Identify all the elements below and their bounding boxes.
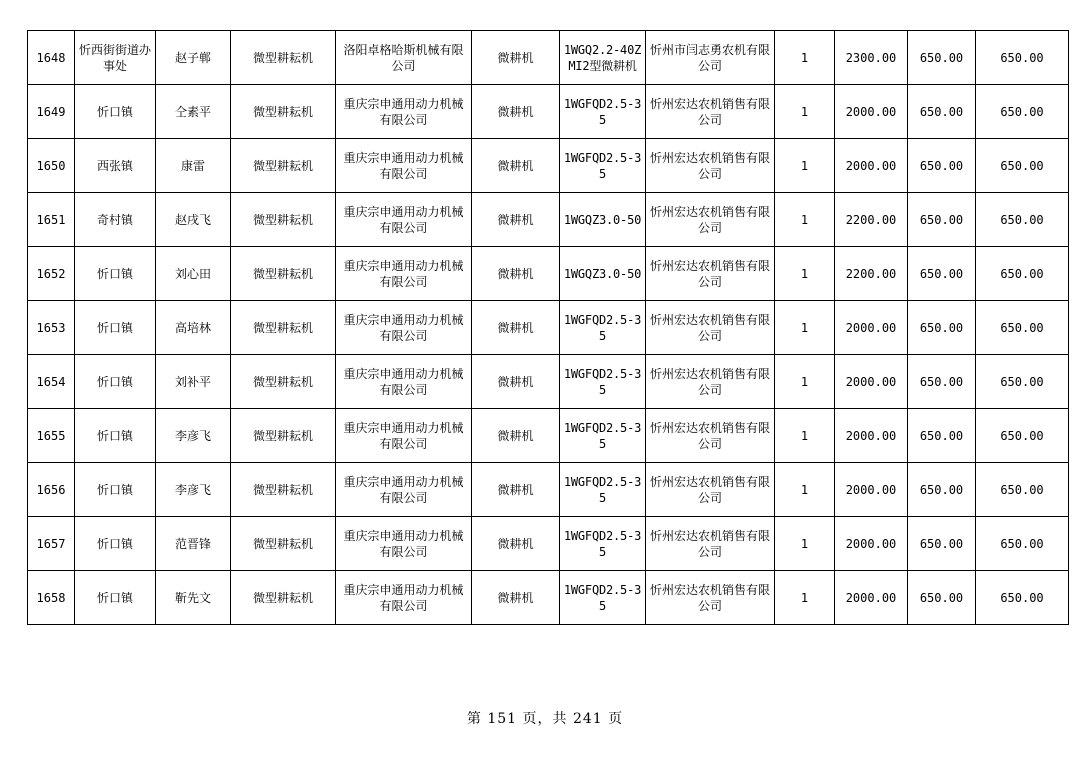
cell-total: 650.00 <box>976 247 1069 301</box>
cell-category: 微耕机 <box>472 139 560 193</box>
cell-subsidy: 650.00 <box>908 139 976 193</box>
cell-total: 650.00 <box>976 31 1069 85</box>
cell-subsidy: 650.00 <box>908 247 976 301</box>
cell-seq: 1654 <box>28 355 75 409</box>
cell-subsidy: 650.00 <box>908 301 976 355</box>
table-body <box>28 31 1069 625</box>
cell-manufacturer: 重庆宗申通用动力机械有限公司 <box>336 139 472 193</box>
table-row <box>28 193 1069 247</box>
cell-item: 微型耕耘机 <box>231 139 336 193</box>
cell-total: 650.00 <box>976 85 1069 139</box>
cell-total: 650.00 <box>976 409 1069 463</box>
cell-category: 微耕机 <box>472 85 560 139</box>
cell-manufacturer: 重庆宗申通用动力机械有限公司 <box>336 571 472 625</box>
cell-dealer: 忻州宏达农机销售有限公司 <box>646 193 775 247</box>
cell-buyer-name: 范晋锋 <box>156 517 231 571</box>
cell-quantity: 1 <box>775 517 835 571</box>
cell-model: 1WGFQD2.5-35 <box>560 463 646 517</box>
cell-model: 1WGFQD2.5-35 <box>560 139 646 193</box>
cell-subsidy: 650.00 <box>908 85 976 139</box>
cell-category: 微耕机 <box>472 31 560 85</box>
cell-price: 2200.00 <box>835 247 908 301</box>
cell-price: 2000.00 <box>835 409 908 463</box>
cell-item: 微型耕耘机 <box>231 409 336 463</box>
cell-model: 1WGQZ3.0-50 <box>560 193 646 247</box>
cell-model: 1WGFQD2.5-35 <box>560 301 646 355</box>
cell-category: 微耕机 <box>472 409 560 463</box>
cell-seq: 1651 <box>28 193 75 247</box>
cell-town: 忻口镇 <box>75 85 156 139</box>
cell-category: 微耕机 <box>472 571 560 625</box>
cell-price: 2000.00 <box>835 355 908 409</box>
cell-quantity: 1 <box>775 571 835 625</box>
cell-seq: 1648 <box>28 31 75 85</box>
cell-seq: 1656 <box>28 463 75 517</box>
cell-price: 2000.00 <box>835 85 908 139</box>
table-row <box>28 355 1069 409</box>
cell-item: 微型耕耘机 <box>231 247 336 301</box>
cell-buyer-name: 康雷 <box>156 139 231 193</box>
cell-manufacturer: 重庆宗申通用动力机械有限公司 <box>336 463 472 517</box>
cell-quantity: 1 <box>775 193 835 247</box>
cell-town: 忻西街街道办事处 <box>75 31 156 85</box>
cell-price: 2200.00 <box>835 193 908 247</box>
table-row <box>28 301 1069 355</box>
cell-model: 1WGQ2.2-40ZMI2型微耕机 <box>560 31 646 85</box>
table-row <box>28 463 1069 517</box>
cell-quantity: 1 <box>775 463 835 517</box>
cell-manufacturer: 重庆宗申通用动力机械有限公司 <box>336 301 472 355</box>
cell-price: 2000.00 <box>835 571 908 625</box>
cell-manufacturer: 重庆宗申通用动力机械有限公司 <box>336 355 472 409</box>
table-row <box>28 31 1069 85</box>
cell-item: 微型耕耘机 <box>231 301 336 355</box>
cell-seq: 1650 <box>28 139 75 193</box>
cell-town: 忻口镇 <box>75 517 156 571</box>
cell-dealer: 忻州宏达农机销售有限公司 <box>646 85 775 139</box>
cell-town: 忻口镇 <box>75 355 156 409</box>
cell-model: 1WGFQD2.5-35 <box>560 85 646 139</box>
cell-model: 1WGFQD2.5-35 <box>560 409 646 463</box>
cell-subsidy: 650.00 <box>908 193 976 247</box>
cell-manufacturer: 重庆宗申通用动力机械有限公司 <box>336 85 472 139</box>
cell-dealer: 忻州市闫志勇农机有限公司 <box>646 31 775 85</box>
cell-price: 2000.00 <box>835 301 908 355</box>
cell-buyer-name: 李彦飞 <box>156 463 231 517</box>
table-row <box>28 139 1069 193</box>
cell-subsidy: 650.00 <box>908 517 976 571</box>
cell-total: 650.00 <box>976 355 1069 409</box>
cell-buyer-name: 靳先文 <box>156 571 231 625</box>
cell-total: 650.00 <box>976 193 1069 247</box>
cell-total: 650.00 <box>976 571 1069 625</box>
cell-item: 微型耕耘机 <box>231 517 336 571</box>
cell-item: 微型耕耘机 <box>231 571 336 625</box>
cell-subsidy: 650.00 <box>908 355 976 409</box>
cell-dealer: 忻州宏达农机销售有限公司 <box>646 247 775 301</box>
cell-quantity: 1 <box>775 31 835 85</box>
cell-town: 忻口镇 <box>75 247 156 301</box>
cell-dealer: 忻州宏达农机销售有限公司 <box>646 517 775 571</box>
records-table <box>27 30 1069 625</box>
cell-subsidy: 650.00 <box>908 31 976 85</box>
cell-price: 2300.00 <box>835 31 908 85</box>
cell-manufacturer: 洛阳卓格哈斯机械有限公司 <box>336 31 472 85</box>
cell-item: 微型耕耘机 <box>231 463 336 517</box>
cell-subsidy: 650.00 <box>908 463 976 517</box>
cell-buyer-name: 刘心田 <box>156 247 231 301</box>
cell-subsidy: 650.00 <box>908 409 976 463</box>
cell-dealer: 忻州宏达农机销售有限公司 <box>646 571 775 625</box>
cell-quantity: 1 <box>775 85 835 139</box>
cell-seq: 1652 <box>28 247 75 301</box>
cell-quantity: 1 <box>775 301 835 355</box>
cell-seq: 1655 <box>28 409 75 463</box>
cell-quantity: 1 <box>775 355 835 409</box>
cell-buyer-name: 李彦飞 <box>156 409 231 463</box>
cell-category: 微耕机 <box>472 301 560 355</box>
cell-model: 1WGFQD2.5-35 <box>560 355 646 409</box>
cell-category: 微耕机 <box>472 247 560 301</box>
cell-manufacturer: 重庆宗申通用动力机械有限公司 <box>336 193 472 247</box>
cell-buyer-name: 赵子郸 <box>156 31 231 85</box>
cell-seq: 1649 <box>28 85 75 139</box>
cell-manufacturer: 重庆宗申通用动力机械有限公司 <box>336 517 472 571</box>
cell-town: 奇村镇 <box>75 193 156 247</box>
table-row <box>28 409 1069 463</box>
cell-dealer: 忻州宏达农机销售有限公司 <box>646 463 775 517</box>
cell-buyer-name: 刘补平 <box>156 355 231 409</box>
cell-item: 微型耕耘机 <box>231 355 336 409</box>
cell-model: 1WGFQD2.5-35 <box>560 571 646 625</box>
cell-total: 650.00 <box>976 517 1069 571</box>
cell-price: 2000.00 <box>835 463 908 517</box>
cell-dealer: 忻州宏达农机销售有限公司 <box>646 355 775 409</box>
cell-item: 微型耕耘机 <box>231 85 336 139</box>
cell-total: 650.00 <box>976 301 1069 355</box>
cell-item: 微型耕耘机 <box>231 31 336 85</box>
cell-price: 2000.00 <box>835 139 908 193</box>
table-row <box>28 517 1069 571</box>
cell-town: 忻口镇 <box>75 463 156 517</box>
cell-price: 2000.00 <box>835 517 908 571</box>
table-row <box>28 85 1069 139</box>
cell-town: 西张镇 <box>75 139 156 193</box>
cell-subsidy: 650.00 <box>908 571 976 625</box>
cell-seq: 1657 <box>28 517 75 571</box>
page-number: 第 151 页，共 241 页 <box>466 711 624 727</box>
table-row <box>28 247 1069 301</box>
cell-model: 1WGQZ3.0-50 <box>560 247 646 301</box>
cell-model: 1WGFQD2.5-35 <box>560 517 646 571</box>
cell-town: 忻口镇 <box>75 409 156 463</box>
cell-category: 微耕机 <box>472 463 560 517</box>
cell-total: 650.00 <box>976 139 1069 193</box>
cell-category: 微耕机 <box>472 193 560 247</box>
cell-dealer: 忻州宏达农机销售有限公司 <box>646 409 775 463</box>
cell-category: 微耕机 <box>472 517 560 571</box>
cell-category: 微耕机 <box>472 355 560 409</box>
cell-town: 忻口镇 <box>75 301 156 355</box>
cell-quantity: 1 <box>775 409 835 463</box>
cell-item: 微型耕耘机 <box>231 193 336 247</box>
cell-buyer-name: 高培林 <box>156 301 231 355</box>
cell-manufacturer: 重庆宗申通用动力机械有限公司 <box>336 247 472 301</box>
cell-seq: 1658 <box>28 571 75 625</box>
table-row <box>28 571 1069 625</box>
cell-total: 650.00 <box>976 463 1069 517</box>
cell-quantity: 1 <box>775 139 835 193</box>
cell-dealer: 忻州宏达农机销售有限公司 <box>646 139 775 193</box>
cell-town: 忻口镇 <box>75 571 156 625</box>
cell-dealer: 忻州宏达农机销售有限公司 <box>646 301 775 355</box>
cell-manufacturer: 重庆宗申通用动力机械有限公司 <box>336 409 472 463</box>
cell-buyer-name: 仝素平 <box>156 85 231 139</box>
cell-seq: 1653 <box>28 301 75 355</box>
cell-buyer-name: 赵戌飞 <box>156 193 231 247</box>
cell-quantity: 1 <box>775 247 835 301</box>
